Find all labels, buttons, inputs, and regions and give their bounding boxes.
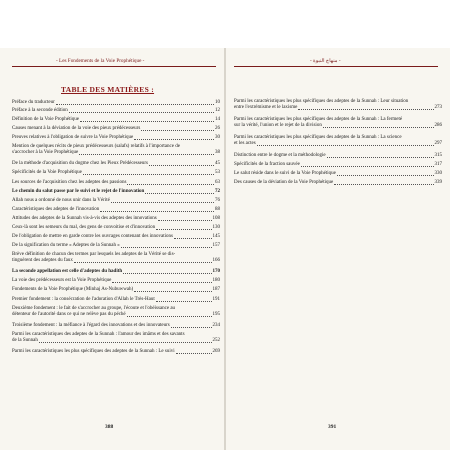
toc-entry-line	[12, 117, 220, 123]
dot-leader	[127, 312, 212, 317]
toc-entry-text: Fondements de la Voie Prophétique (Minhaj As-Nubuwwah)	[12, 287, 134, 292]
toc-entry-text: Spécificités de la Voie Prophétique	[12, 170, 82, 175]
toc-entry-text: La seconde appellation est celle d'adeptes du hadith	[12, 269, 123, 274]
toc-entry-line	[12, 269, 220, 275]
toc-entry-text: Mention de quelques récits de pieux prédécesseurs (salafs) relatifs à l'importance de	[12, 144, 180, 149]
toc-entry-text: Préface à la seconde édition	[12, 108, 68, 113]
dot-leader	[134, 287, 211, 292]
toc-page-number: 130	[212, 225, 220, 230]
toc-entry-text: De la méthode d'acquisition du dogme chez les Pieux Prédécesseurs	[12, 161, 149, 166]
dot-leader	[145, 189, 214, 194]
toc-page-number: 26	[215, 126, 220, 131]
toc-page-number: 166	[212, 258, 220, 263]
toc-page-number: 72	[215, 189, 220, 194]
toc-entry-text: Attitudes des adeptes de la Sunnah vis-à-vis des adeptes des innovations	[12, 216, 157, 221]
toc-entry-line	[12, 225, 220, 231]
toc-entry	[12, 126, 220, 132]
toc-entry-line	[12, 100, 220, 106]
dot-leader	[298, 105, 433, 110]
dot-leader	[257, 141, 434, 146]
toc-entry	[12, 216, 220, 222]
toc-entry	[12, 297, 220, 303]
dot-leader	[327, 153, 434, 158]
toc-entry-text: Parmi les caractéristiques les plus spécifiques des adeptes de la Sunnah : Leur situation	[234, 99, 409, 104]
dot-leader	[83, 170, 214, 175]
toc-page-number: 63	[215, 180, 220, 185]
toc-entry	[12, 198, 220, 204]
toc-entry	[234, 135, 442, 147]
page-number: 391	[328, 424, 337, 430]
toc-entry-line	[12, 126, 220, 132]
right-page	[226, 48, 450, 450]
toc-entry	[12, 323, 220, 329]
toc-page-number: 315	[434, 153, 442, 158]
toc-page-number: 30	[215, 135, 220, 140]
toc-page-number: 297	[434, 141, 442, 146]
left-page	[0, 48, 224, 450]
toc-entry-line	[12, 161, 220, 167]
toc-entry-text: entre l'extrémisme et le laxisme	[234, 105, 298, 110]
toc-entry-text: De la signification du terme « Adeptes de la Sunnah »	[12, 243, 120, 248]
toc-page-number: 38	[215, 150, 220, 155]
toc-entry	[12, 161, 220, 167]
toc-entry	[12, 144, 220, 156]
toc-entry-text: Brève définition de chacun des termes par lesquels les adeptes de la Vérité se dis-	[12, 252, 176, 257]
toc-page-number: 273	[434, 105, 442, 110]
running-header: - منهاج النبوة -	[310, 58, 341, 64]
toc-entry-line	[234, 105, 442, 111]
toc-entry-text: Premier fondement : la consécration de l'adoration d'Allah le Très-Haut	[12, 297, 155, 302]
toc-entry-line	[234, 153, 442, 159]
toc-entry-text: Caractéristiques des adeptes de l'innovation	[12, 207, 100, 212]
toc-page-number: 45	[215, 161, 220, 166]
toc-entry-text: Preuves relatives à l'obligation de suivre la Voie Prophétique	[12, 135, 134, 140]
toc-entry-line	[12, 170, 220, 176]
toc-entry-line	[12, 312, 220, 318]
toc-entry-line	[12, 150, 220, 156]
toc-title: TABLE DES MATIÈRES :	[61, 85, 155, 94]
toc-entry-line	[12, 297, 220, 303]
toc-entry-line	[12, 243, 220, 249]
dot-leader	[39, 338, 212, 343]
dot-leader	[156, 225, 211, 230]
toc-entry	[12, 100, 220, 106]
toc-entry-text: De l'obligation de mettre en garde contre les ouvrages contenant des innovations	[12, 234, 173, 239]
dot-leader	[323, 123, 434, 128]
toc-page-number: 180	[212, 278, 220, 283]
dot-leader	[174, 234, 212, 239]
toc-entry-line	[234, 141, 442, 147]
toc-entry-text: La voie des prédécesseurs est la Voie Prophétique	[12, 278, 112, 283]
toc-entry-text: Allah nous a ordonné de nous unir dans la Vérité	[12, 198, 110, 203]
toc-entry	[12, 349, 220, 355]
toc-page-number: 76	[215, 198, 220, 203]
dot-leader	[56, 100, 214, 105]
toc-entry-text: tinguèrent des adeptes du faux	[12, 258, 73, 263]
dot-leader	[134, 135, 214, 140]
running-header: - Les Fondements de la Voie Prophétique -	[56, 58, 145, 64]
book-spread	[0, 48, 450, 450]
toc-page-number: 195	[212, 312, 220, 317]
toc-entry-text: Spécificités de la fraction sauvée	[234, 162, 300, 167]
toc-page-number: 145	[212, 234, 220, 239]
toc-entry	[234, 153, 442, 159]
toc-entry	[12, 306, 220, 318]
toc-page-number: 234	[212, 323, 220, 328]
toc-entry-text: Causes menant à la déviation de la voie des pieux prédécesseurs	[12, 126, 141, 131]
toc-entry-text: détenteur de l'autorité dans ce qui ne relève pas du péché	[12, 312, 126, 317]
dot-leader	[111, 198, 214, 203]
toc-page-number: 317	[434, 162, 442, 167]
toc-entry	[12, 234, 220, 240]
dot-leader	[158, 216, 212, 221]
toc-entry	[12, 207, 220, 213]
toc-entry-line	[12, 278, 220, 284]
toc-entry-text: de la Sunnah	[12, 338, 38, 343]
toc-page-number: 191	[212, 297, 220, 302]
dot-leader	[100, 207, 214, 212]
dot-leader	[112, 278, 211, 283]
toc-entry-text: Définition de la Voie Prophétique	[12, 117, 80, 122]
toc-entry-line	[12, 323, 220, 329]
toc-entry	[12, 180, 220, 186]
toc-entry	[234, 99, 442, 111]
toc-entry	[234, 171, 442, 177]
dot-leader	[156, 297, 212, 302]
toc-page-number: 187	[212, 287, 220, 292]
toc-entry	[12, 189, 220, 195]
dot-leader	[74, 258, 212, 263]
toc-page-number: 108	[212, 216, 220, 221]
dot-leader	[171, 323, 212, 328]
toc-entry	[12, 225, 220, 231]
toc-entry-text: Parmi les caractéristiques les plus spécifiques des adeptes de la Sunnah : Le suivi	[12, 349, 175, 354]
dot-leader	[176, 349, 212, 354]
dot-leader	[127, 180, 214, 185]
toc-entry	[12, 332, 220, 344]
page-number: 388	[105, 424, 114, 430]
toc-entry-text: Préface du traducteur	[12, 100, 55, 105]
toc-entry-line	[234, 162, 442, 168]
header-rule	[12, 66, 216, 67]
toc-entry	[12, 170, 220, 176]
toc-entry-text: Distinction entre le dogme et la méthodologie	[234, 153, 326, 158]
toc-page-number: 286	[434, 123, 442, 128]
toc-entry	[234, 117, 442, 129]
dot-leader	[69, 108, 214, 113]
toc-page-number: 339	[434, 180, 442, 185]
toc-page-number: 14	[215, 117, 220, 122]
toc-page-number: 10	[215, 100, 220, 105]
toc-entry	[12, 135, 220, 141]
toc-entry-line	[12, 198, 220, 204]
toc-entry-text: Les sources de l'acquisition chez les adeptes des passions	[12, 180, 127, 185]
toc-entry	[234, 180, 442, 186]
toc-entry	[12, 243, 220, 249]
toc-entry	[12, 252, 220, 264]
toc-entry-line	[12, 258, 220, 264]
toc-page-number: 88	[215, 207, 220, 212]
dot-leader	[79, 150, 214, 155]
dot-leader	[337, 171, 434, 176]
dot-leader	[149, 161, 214, 166]
toc-entry	[12, 278, 220, 284]
toc-entry-text: Troisième fondement : la méfiance à l'égard des innovations et des innovateurs	[12, 323, 170, 328]
toc-entry-text: Parmi les caractéristiques des adeptes de la Sunnah : l'amour des imâms et des savants	[12, 332, 185, 337]
dot-leader	[80, 117, 214, 122]
toc-entry-line	[12, 180, 220, 186]
dot-leader	[121, 243, 212, 248]
toc-page-number: 269	[212, 349, 220, 354]
toc-entry-text: Parmi les caractéristiques les plus spécifiques des adeptes de la Sunnah : La fermeté	[234, 117, 403, 122]
toc-entry-line	[234, 123, 442, 129]
toc-entry-line	[12, 135, 220, 141]
toc-entry-text: s'accrocher à la Voie Prophétique	[12, 150, 79, 155]
toc-entry-line	[12, 349, 220, 355]
toc-entry	[12, 108, 220, 114]
toc-entry	[12, 287, 220, 293]
toc-entry-line	[12, 189, 220, 195]
toc-entry-line	[12, 234, 220, 240]
toc-entry-text: Parmi les caractéristiques les plus spécifiques des adeptes de la Sunnah : La science	[234, 135, 402, 140]
toc-entry-line	[234, 171, 442, 177]
toc-entry	[12, 117, 220, 123]
toc-entry-text: Ceux-là sont les semeurs du mal, des gens de convoitise et d'innovation	[12, 225, 156, 230]
toc-entry-line	[234, 180, 442, 186]
dot-leader	[334, 180, 433, 185]
toc-page-number: 157	[212, 243, 220, 248]
dot-leader	[141, 126, 214, 131]
dot-leader	[301, 162, 434, 167]
toc-entry-line	[12, 207, 220, 213]
dot-leader	[123, 269, 211, 274]
toc-entry-line	[12, 108, 220, 114]
toc-entry-text: Le chemin du salut passe par le suivi et le rejet de l'innovation	[12, 189, 145, 194]
toc-entry-line	[12, 287, 220, 293]
toc-entry-text: et les actes	[234, 141, 256, 146]
toc-entry-text: Deuxième fondement : le fait de s'accrocher au groupe, l'écoute et l'obéissance au	[12, 306, 176, 311]
toc-entry-text: sur la vérité, l'union et le rejet de la division	[234, 123, 322, 128]
toc-entry-text: Des causes de la déviation de la Voie Prophétique	[234, 180, 334, 185]
toc-entry	[12, 269, 220, 275]
toc-page-number: 330	[434, 171, 442, 176]
toc-entry-line	[12, 216, 220, 222]
toc-page-number: 252	[212, 338, 220, 343]
toc-page-number: 53	[215, 170, 220, 175]
toc-page-number: 12	[215, 108, 220, 113]
toc-entry	[234, 162, 442, 168]
header-rule	[234, 66, 438, 67]
toc-page-number: 170	[212, 269, 220, 274]
toc-entry-line	[12, 338, 220, 344]
toc-entry-text: Le salut réside dans le suivi de la Voie Prophétique	[234, 171, 336, 176]
